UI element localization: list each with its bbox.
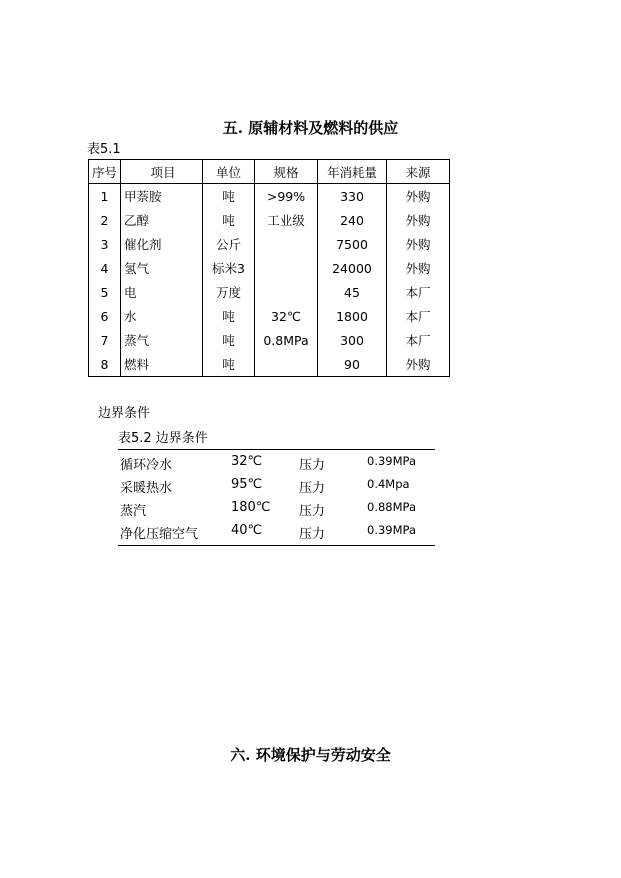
table-cell: 24000 (318, 256, 387, 280)
table-5-2-label: 表5.2 边界条件 (118, 431, 208, 446)
table-cell: 外购 (387, 256, 450, 280)
boundary-temp: 95℃ (231, 477, 263, 492)
table-cell (255, 256, 318, 280)
col-header: 序号 (89, 160, 121, 184)
boundary-temp: 32℃ (231, 454, 263, 469)
boundary-row (118, 451, 435, 474)
table-row (89, 232, 450, 256)
col-header: 规格 (255, 160, 318, 184)
table-row (89, 280, 450, 304)
table-cell: 蒸气 (121, 328, 203, 352)
table-cell: 外购 (387, 208, 450, 232)
boundary-label: 压力 (299, 458, 326, 473)
col-header: 项目 (121, 160, 203, 184)
section5-title: 五. 原辅材料及燃料的供应 (222, 119, 399, 137)
boundary-name: 净化压缩空气 (120, 527, 199, 542)
table-cell: 乙醇 (121, 208, 203, 232)
col-header: 来源 (387, 160, 450, 184)
table-cell: 外购 (387, 184, 450, 209)
boundary-temp: 40℃ (231, 523, 263, 538)
boundary-value: 0.39MPa (367, 523, 416, 537)
table-cell: 0.8MPa (255, 328, 318, 352)
table-cell: 水 (121, 304, 203, 328)
table-cell: 90 (318, 352, 387, 377)
boundary-temp: 180℃ (231, 500, 271, 515)
boundary-bottom-rule (118, 545, 435, 546)
table-cell: 吨 (203, 352, 255, 377)
table-cell: 电 (121, 280, 203, 304)
col-header: 年消耗量 (318, 160, 387, 184)
table-cell (255, 352, 318, 377)
table-cell: 7 (89, 328, 121, 352)
boundary-name: 采暖热水 (120, 481, 173, 496)
boundary-label: 压力 (299, 504, 326, 519)
table-cell: 3 (89, 232, 121, 256)
table-cell: 300 (318, 328, 387, 352)
table-cell (255, 232, 318, 256)
table-5-1-label: 表5.1 (87, 142, 121, 157)
table-row (89, 304, 450, 328)
boundary-value: 0.88MPa (367, 500, 416, 514)
table-cell: 2 (89, 208, 121, 232)
col-header: 单位 (203, 160, 255, 184)
boundary-row (118, 520, 435, 543)
table-row (89, 208, 450, 232)
table-cell: 6 (89, 304, 121, 328)
table-cell: 5 (89, 280, 121, 304)
table-header-row (89, 160, 450, 184)
boundary-label: 压力 (299, 481, 326, 496)
table-cell (255, 280, 318, 304)
table-cell: 外购 (387, 352, 450, 377)
table-cell: 工业级 (255, 208, 318, 232)
materials-table (88, 159, 450, 377)
table-cell: 32℃ (255, 304, 318, 328)
table-cell: 330 (318, 184, 387, 209)
table-cell: 本厂 (387, 328, 450, 352)
table-cell: 吨 (203, 304, 255, 328)
boundary-row (118, 474, 435, 497)
boundary-value: 0.4Mpa (367, 477, 410, 491)
table-cell: 45 (318, 280, 387, 304)
table-cell: 公斤 (203, 232, 255, 256)
table-cell: 本厂 (387, 280, 450, 304)
table-cell: 燃料 (121, 352, 203, 377)
table-cell: 外购 (387, 232, 450, 256)
boundary-title: 边界条件 (98, 406, 151, 421)
table-cell: 吨 (203, 328, 255, 352)
section6-title: 六. 环境保护与劳动安全 (230, 746, 391, 764)
table-cell: 吨 (203, 184, 255, 209)
table-cell: 240 (318, 208, 387, 232)
table-cell: 催化剂 (121, 232, 203, 256)
table-cell: 1800 (318, 304, 387, 328)
table-cell: 7500 (318, 232, 387, 256)
boundary-name: 蒸汽 (120, 504, 147, 519)
table-row (89, 256, 450, 280)
boundary-label: 压力 (299, 527, 326, 542)
table-cell: 本厂 (387, 304, 450, 328)
table-cell: 氢气 (121, 256, 203, 280)
boundary-top-rule (118, 449, 435, 450)
boundary-value: 0.39MPa (367, 454, 416, 468)
table-row (89, 328, 450, 352)
table-row (89, 352, 450, 377)
table-cell: 标米3 (203, 256, 255, 280)
table-row (89, 184, 450, 209)
table-cell: 吨 (203, 208, 255, 232)
table-cell: 4 (89, 256, 121, 280)
table-cell: 8 (89, 352, 121, 377)
table-cell: 1 (89, 184, 121, 209)
boundary-name: 循环冷水 (120, 458, 173, 473)
table-cell: 万度 (203, 280, 255, 304)
boundary-row (118, 497, 435, 520)
table-cell: >99% (255, 184, 318, 209)
table-cell: 甲萘胺 (121, 184, 203, 209)
